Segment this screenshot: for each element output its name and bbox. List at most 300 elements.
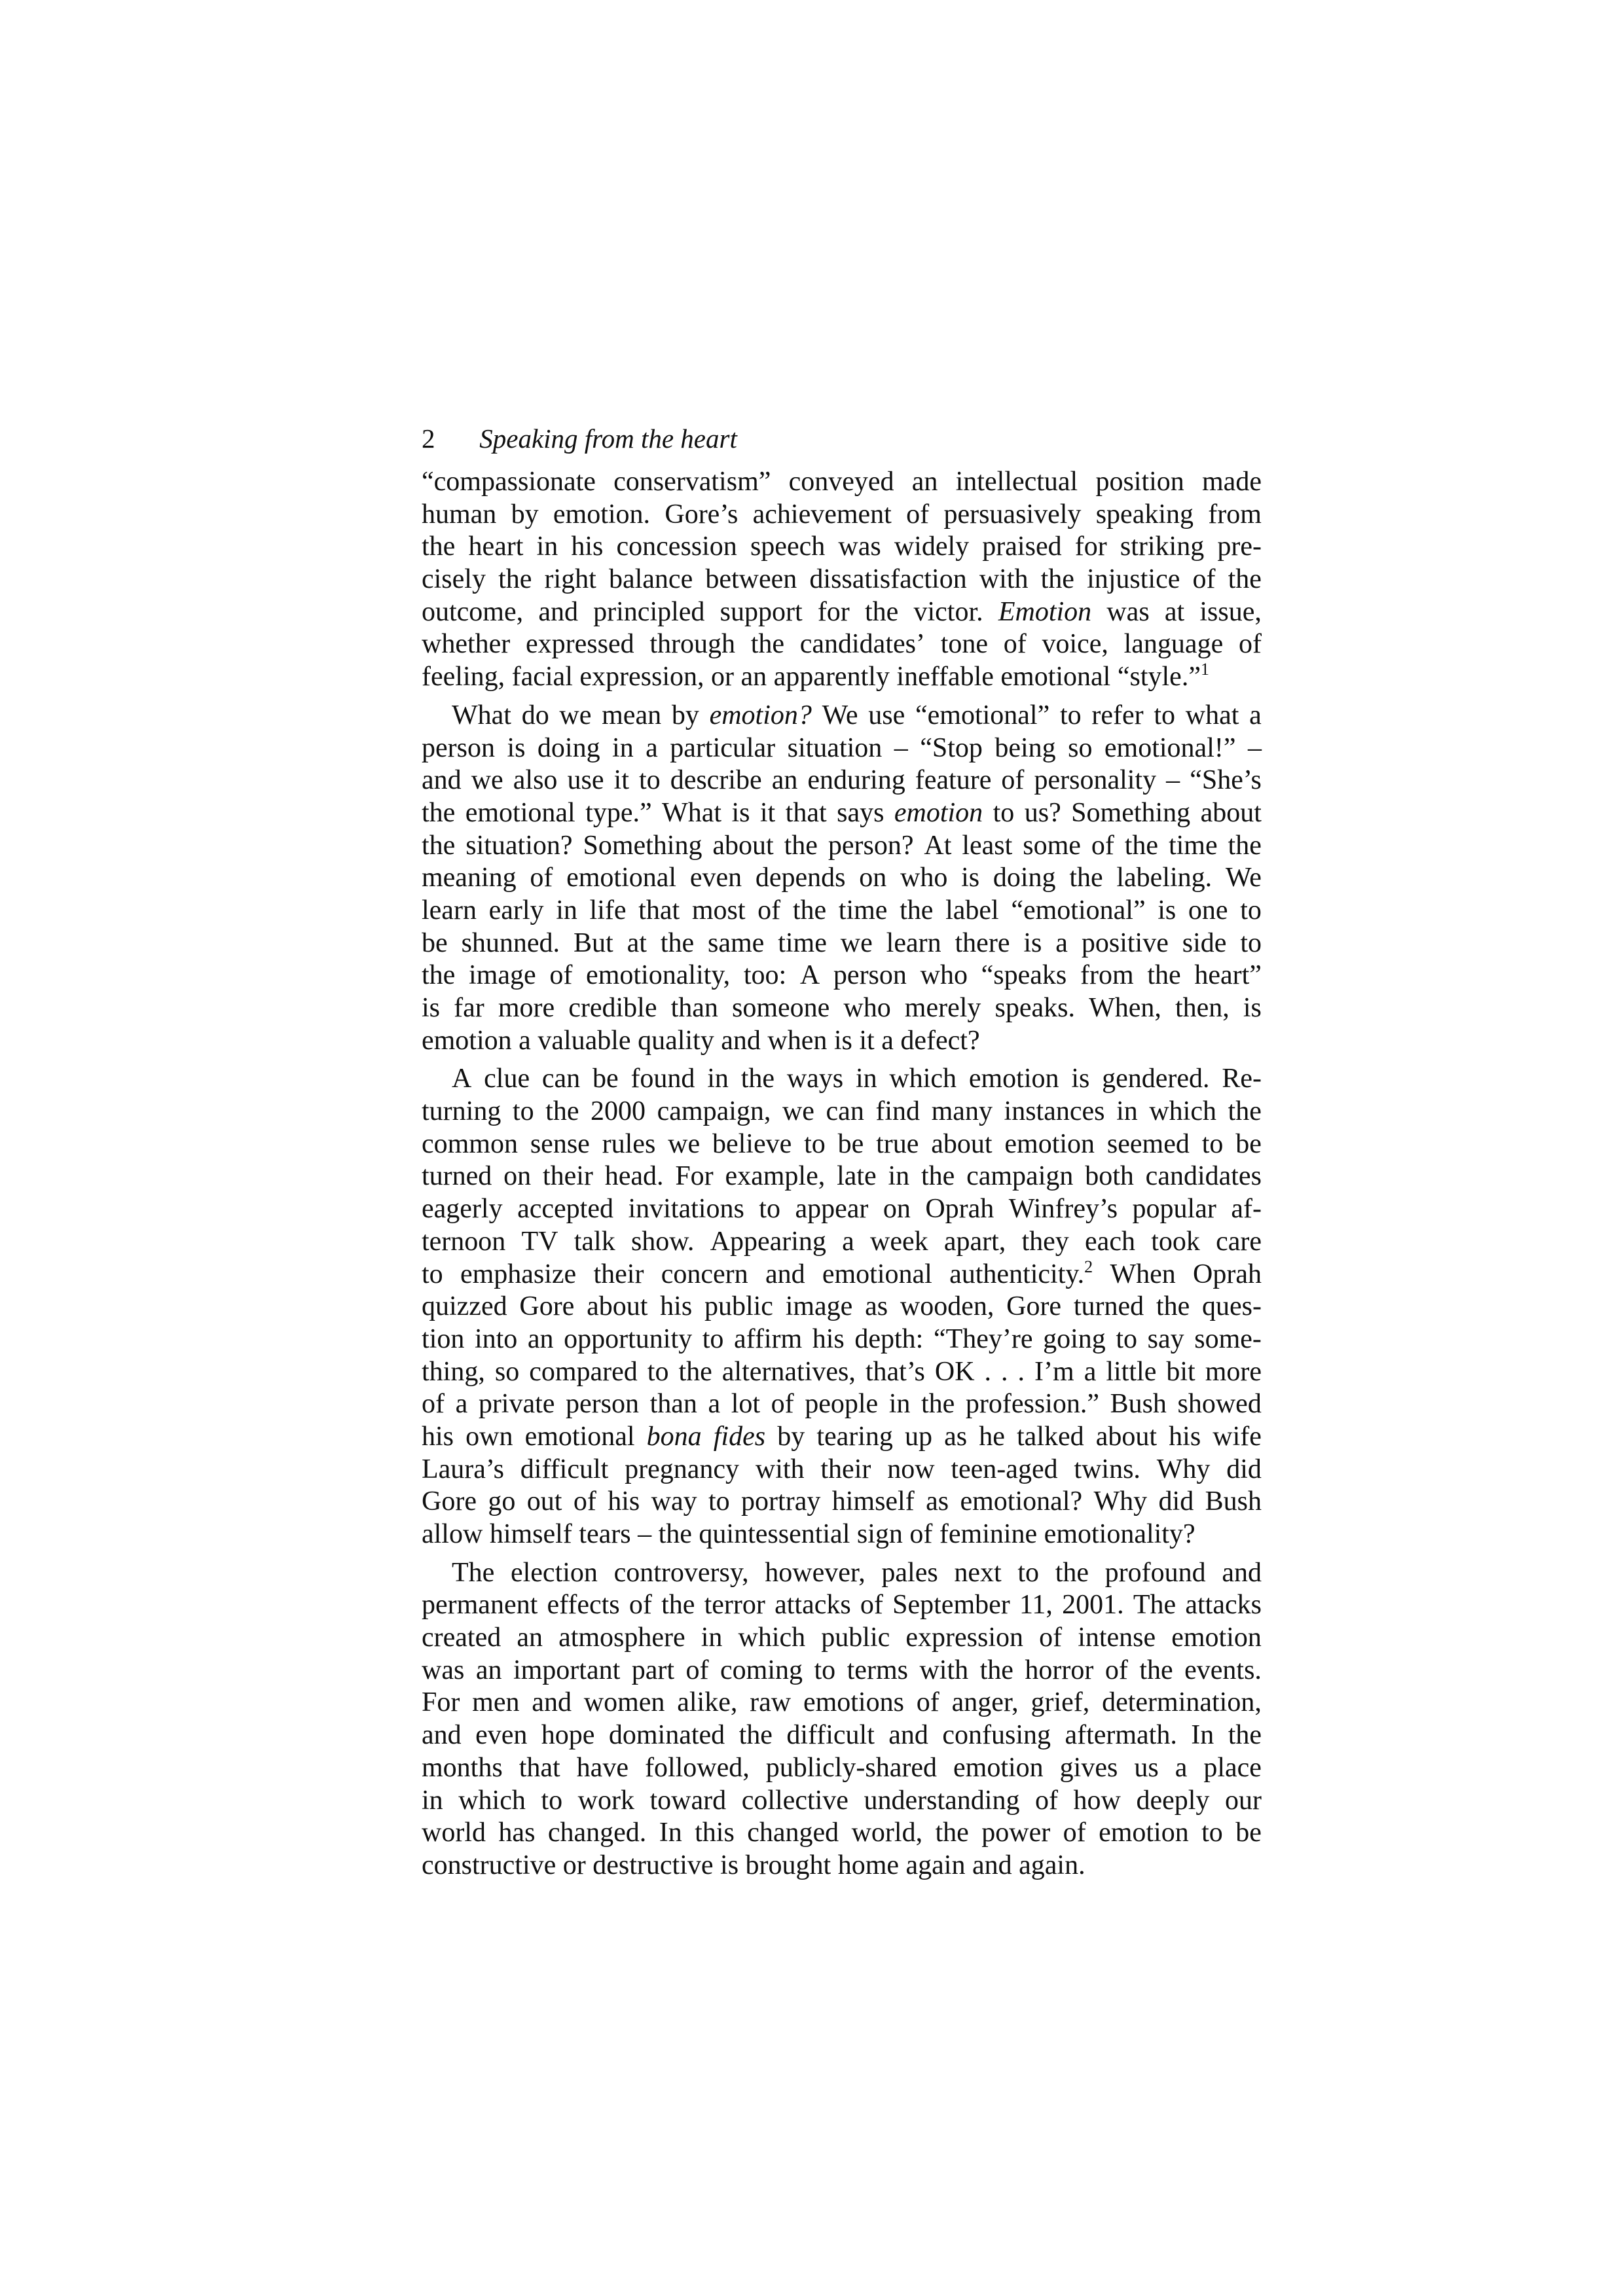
word: be bbox=[1235, 1128, 1262, 1159]
word: voice, bbox=[1042, 629, 1108, 660]
word: and bbox=[888, 1720, 928, 1751]
word: one bbox=[1188, 895, 1228, 925]
word: OK bbox=[934, 1356, 975, 1387]
word: do bbox=[521, 700, 549, 730]
word: people bbox=[805, 1389, 879, 1420]
word: to bbox=[993, 797, 1015, 828]
word: – bbox=[638, 1519, 652, 1549]
word: as bbox=[865, 1291, 888, 1322]
word: Appearing bbox=[710, 1226, 826, 1257]
text-line bbox=[422, 1518, 1262, 1551]
word: it bbox=[859, 1025, 875, 1056]
word: 2001. bbox=[1062, 1590, 1124, 1621]
word: more bbox=[1205, 1356, 1262, 1387]
word: pregnancy bbox=[625, 1454, 740, 1484]
word: personality bbox=[1034, 765, 1157, 796]
word: turning bbox=[422, 1096, 501, 1127]
word: alternatives, bbox=[721, 1356, 856, 1387]
word: world, bbox=[851, 1818, 923, 1848]
word: gives bbox=[1059, 1752, 1118, 1783]
word: Gore bbox=[1006, 1291, 1062, 1322]
word: the bbox=[1228, 564, 1262, 595]
word: is bbox=[720, 1850, 739, 1880]
word: ineffable bbox=[896, 662, 994, 692]
word: authenticity.$^2$ bbox=[949, 1257, 1093, 1289]
word: most bbox=[691, 895, 746, 925]
word: rules bbox=[602, 1128, 656, 1159]
word: and bbox=[721, 1025, 761, 1056]
text-line bbox=[422, 1655, 1262, 1687]
word: women bbox=[583, 1687, 665, 1718]
word: invitations bbox=[628, 1194, 744, 1225]
word: controversy, bbox=[613, 1557, 749, 1588]
word: by bbox=[777, 1421, 805, 1452]
word: When bbox=[1110, 1259, 1176, 1289]
word: into bbox=[474, 1323, 518, 1354]
word: intellectual bbox=[955, 467, 1078, 497]
word: striking bbox=[1120, 531, 1205, 562]
word: and bbox=[1222, 1557, 1262, 1588]
word: in bbox=[707, 1064, 729, 1094]
word: eagerly bbox=[422, 1194, 503, 1225]
body-text bbox=[422, 466, 1262, 1882]
word: the bbox=[545, 1096, 579, 1127]
word: late bbox=[837, 1161, 877, 1192]
paragraph bbox=[422, 466, 1262, 694]
word: in bbox=[556, 895, 577, 925]
word: of bbox=[1003, 629, 1027, 660]
word: however, bbox=[765, 1557, 866, 1588]
word: a bbox=[842, 1226, 854, 1257]
word: in bbox=[888, 1161, 910, 1192]
word: be bbox=[1235, 1818, 1262, 1848]
word: again. bbox=[1019, 1850, 1085, 1880]
text-line bbox=[422, 1323, 1262, 1356]
word: gendered. bbox=[1102, 1064, 1210, 1094]
word: clue bbox=[484, 1064, 530, 1094]
word: quintessential bbox=[699, 1519, 850, 1549]
word: we bbox=[471, 765, 503, 796]
word: work bbox=[577, 1785, 634, 1816]
word: popular bbox=[1132, 1194, 1216, 1225]
word: When, bbox=[1089, 993, 1161, 1023]
word: who bbox=[920, 960, 968, 991]
word: emotional bbox=[822, 1259, 932, 1289]
word: Oprah bbox=[925, 1194, 994, 1225]
word: the bbox=[784, 830, 818, 861]
word: merely bbox=[904, 993, 981, 1023]
word: the bbox=[900, 895, 934, 925]
text-line bbox=[422, 1160, 1262, 1193]
word: both bbox=[1085, 1161, 1134, 1192]
word: says bbox=[837, 797, 884, 828]
word: time bbox=[838, 895, 888, 925]
word: the bbox=[739, 1720, 773, 1751]
word: to bbox=[1201, 1818, 1223, 1848]
word: emotions bbox=[803, 1687, 904, 1718]
word: emotion bbox=[1004, 1128, 1095, 1159]
word: the bbox=[1156, 1291, 1190, 1322]
word: campaign bbox=[966, 1161, 1074, 1192]
word: determination, bbox=[1102, 1687, 1262, 1718]
word: emotional? bbox=[960, 1486, 1083, 1517]
word: to bbox=[759, 1194, 780, 1225]
text-line bbox=[422, 596, 1262, 629]
word: injustice bbox=[1087, 564, 1180, 595]
word: persuasively bbox=[943, 499, 1082, 529]
word: side bbox=[1182, 927, 1227, 958]
word: seemed bbox=[1106, 1128, 1190, 1159]
word: whether bbox=[422, 629, 511, 660]
word: some- bbox=[1194, 1323, 1262, 1354]
word: labeling. bbox=[1116, 863, 1213, 893]
word: emotional bbox=[1000, 662, 1111, 692]
word: situation bbox=[787, 732, 883, 763]
text-line bbox=[422, 1259, 1262, 1291]
word: an bbox=[911, 467, 938, 497]
word: to bbox=[814, 1655, 836, 1685]
word: language bbox=[1123, 629, 1224, 660]
word: image bbox=[785, 1291, 853, 1322]
word: the bbox=[1069, 863, 1103, 893]
word: The bbox=[1133, 1590, 1176, 1621]
word: support bbox=[720, 596, 803, 627]
word: the bbox=[750, 629, 785, 660]
word: who bbox=[843, 993, 891, 1023]
word: took bbox=[1151, 1226, 1200, 1257]
word: on bbox=[503, 1161, 532, 1192]
text-line bbox=[422, 1557, 1262, 1590]
text-line bbox=[422, 732, 1262, 765]
text-line bbox=[422, 661, 1262, 694]
word: publicly-shared bbox=[765, 1752, 938, 1783]
word: a bbox=[646, 732, 658, 763]
word: toward bbox=[649, 1785, 727, 1816]
word: feature bbox=[915, 765, 992, 796]
word: how bbox=[1073, 1785, 1121, 1816]
word: on bbox=[883, 1194, 911, 1225]
word: profound bbox=[1104, 1557, 1206, 1588]
running-title: Speaking from the heart bbox=[479, 423, 737, 454]
word: found bbox=[630, 1064, 695, 1094]
word: shunned. bbox=[461, 927, 560, 958]
word: many bbox=[931, 1096, 993, 1127]
word: coming bbox=[720, 1655, 803, 1685]
word: the bbox=[422, 531, 456, 562]
word: Gore bbox=[422, 1486, 477, 1517]
word: home bbox=[837, 1850, 900, 1880]
word: to bbox=[1240, 895, 1262, 925]
word: their bbox=[820, 1454, 871, 1484]
word: emphasize bbox=[460, 1259, 577, 1289]
word: – bbox=[894, 732, 908, 763]
text-line bbox=[422, 1687, 1262, 1719]
text-line bbox=[422, 1486, 1262, 1518]
word: turned bbox=[1073, 1291, 1144, 1322]
word: label bbox=[945, 895, 999, 925]
word: than bbox=[670, 993, 718, 1023]
word: is bbox=[1158, 895, 1176, 925]
word: valuable bbox=[538, 1025, 631, 1056]
word: speech bbox=[750, 531, 826, 562]
word: raw bbox=[750, 1687, 792, 1718]
word: of bbox=[771, 1389, 794, 1420]
word: emotion? bbox=[709, 700, 812, 730]
word: have bbox=[576, 1752, 629, 1783]
word: The bbox=[452, 1557, 495, 1588]
word: that bbox=[638, 895, 680, 925]
word: apparently bbox=[773, 662, 890, 692]
text-line bbox=[422, 1752, 1262, 1785]
word: there bbox=[955, 927, 1010, 958]
word: describe bbox=[670, 765, 762, 796]
word: a bbox=[1175, 1752, 1188, 1783]
word: Re- bbox=[1222, 1064, 1262, 1094]
word: What bbox=[452, 700, 511, 730]
word: his bbox=[1169, 1421, 1201, 1452]
word: is bbox=[507, 732, 526, 763]
word: the bbox=[740, 1064, 775, 1094]
word: horror bbox=[1025, 1655, 1094, 1685]
word: to bbox=[804, 1128, 826, 1159]
word: pales bbox=[881, 1557, 938, 1588]
running-head bbox=[422, 419, 1273, 458]
word: even bbox=[689, 863, 742, 893]
word: his bbox=[812, 1323, 845, 1354]
word: it bbox=[759, 797, 776, 828]
word: credible bbox=[568, 993, 657, 1023]
word: We bbox=[1225, 863, 1262, 893]
word: tion bbox=[422, 1323, 465, 1354]
word: was bbox=[838, 531, 881, 562]
text-line bbox=[422, 960, 1262, 992]
word: about bbox=[587, 1291, 648, 1322]
word: In bbox=[659, 1818, 682, 1848]
word: with bbox=[979, 564, 1029, 595]
word: in bbox=[422, 1785, 443, 1816]
word: person bbox=[422, 732, 495, 763]
word: common bbox=[422, 1128, 518, 1159]
word: “Stop bbox=[920, 732, 983, 763]
word: “They’re bbox=[933, 1323, 1033, 1354]
text-line bbox=[422, 1622, 1262, 1655]
text-line bbox=[422, 628, 1262, 661]
word: life bbox=[589, 895, 627, 925]
word: bit bbox=[1166, 1356, 1195, 1387]
word: right bbox=[544, 564, 596, 595]
word: by bbox=[511, 499, 539, 529]
word: being bbox=[994, 732, 1056, 763]
word: the bbox=[422, 830, 456, 861]
word: For bbox=[675, 1161, 714, 1192]
word: victor. bbox=[913, 596, 983, 627]
text-line bbox=[422, 927, 1262, 960]
word: as bbox=[926, 1486, 949, 1517]
word: Bush bbox=[1205, 1486, 1262, 1517]
word: fides bbox=[713, 1421, 766, 1452]
word: of bbox=[860, 1590, 883, 1621]
word: TV bbox=[521, 1226, 558, 1257]
word: changed bbox=[747, 1818, 839, 1848]
word: Something bbox=[1071, 797, 1191, 828]
word: of bbox=[1039, 1623, 1063, 1653]
word: also bbox=[513, 765, 558, 796]
word: meaning bbox=[422, 863, 517, 893]
word: “compassionate bbox=[422, 467, 596, 497]
text-line bbox=[422, 830, 1262, 863]
word: then, bbox=[1175, 993, 1230, 1023]
word: be bbox=[592, 1064, 619, 1094]
word: this bbox=[695, 1818, 735, 1848]
text-line bbox=[422, 1719, 1262, 1752]
word: from bbox=[1080, 960, 1134, 991]
word: particular bbox=[670, 732, 776, 763]
word: anger, bbox=[951, 1687, 1019, 1718]
word: each bbox=[1085, 1226, 1135, 1257]
word: so bbox=[494, 1356, 520, 1387]
word: speaking bbox=[1095, 499, 1194, 529]
word: a bbox=[708, 1389, 721, 1420]
word: was bbox=[1106, 596, 1150, 627]
word: we bbox=[668, 1128, 701, 1159]
text-line bbox=[422, 466, 1262, 499]
word: his bbox=[571, 531, 604, 562]
word: September bbox=[892, 1590, 1010, 1621]
word: even bbox=[475, 1720, 528, 1751]
word: did bbox=[1226, 1454, 1262, 1484]
word: place bbox=[1203, 1752, 1262, 1783]
word: alike, bbox=[677, 1687, 738, 1718]
word: the bbox=[979, 1655, 1013, 1685]
word: Something bbox=[583, 830, 702, 861]
word: emotionality? bbox=[1044, 1519, 1195, 1549]
word: ques- bbox=[1201, 1291, 1262, 1322]
word: human bbox=[422, 499, 497, 529]
word: . bbox=[1017, 1356, 1025, 1387]
word: has bbox=[498, 1818, 536, 1848]
text-line bbox=[422, 531, 1262, 564]
word: emotional bbox=[566, 863, 677, 893]
word: who bbox=[900, 863, 948, 893]
text-line bbox=[422, 1850, 1262, 1882]
word: dissatisfaction bbox=[809, 564, 967, 595]
text-line bbox=[422, 862, 1262, 895]
word: difficult bbox=[520, 1454, 609, 1484]
word: emotional!” bbox=[1104, 732, 1236, 763]
word: a bbox=[881, 1025, 894, 1056]
word: emotional bbox=[524, 1421, 635, 1452]
word: to bbox=[1059, 700, 1082, 730]
word: own bbox=[465, 1421, 513, 1452]
word: 11, bbox=[1019, 1590, 1053, 1621]
word: the bbox=[1139, 1655, 1173, 1685]
word: way bbox=[651, 1486, 697, 1517]
word: outcome, bbox=[422, 596, 524, 627]
word: when bbox=[767, 1025, 828, 1056]
word: up bbox=[905, 1421, 933, 1452]
word: or bbox=[711, 662, 734, 692]
word: terms bbox=[847, 1655, 908, 1685]
word: an bbox=[517, 1623, 543, 1653]
word: the bbox=[1228, 1720, 1262, 1751]
word: true bbox=[876, 1128, 919, 1159]
word: about bbox=[1200, 797, 1262, 828]
word: about bbox=[712, 830, 774, 861]
word: concession bbox=[616, 531, 737, 562]
word: situation? bbox=[465, 830, 573, 861]
word: of bbox=[629, 1590, 652, 1621]
word: the bbox=[1055, 1557, 1089, 1588]
word: week bbox=[869, 1226, 928, 1257]
word: early bbox=[488, 895, 544, 925]
word: in bbox=[536, 531, 558, 562]
word: Emotion bbox=[998, 596, 1092, 627]
word: turned bbox=[422, 1161, 492, 1192]
word: issue, bbox=[1199, 596, 1262, 627]
word: expression bbox=[905, 1623, 1023, 1653]
word: the bbox=[921, 1161, 955, 1192]
word: that’s bbox=[865, 1356, 925, 1387]
word: of bbox=[685, 1655, 709, 1685]
word: which bbox=[1149, 1096, 1216, 1127]
word: the bbox=[921, 1389, 955, 1420]
word: emotional bbox=[465, 797, 575, 828]
word: to bbox=[1201, 1128, 1224, 1159]
word: collective bbox=[741, 1785, 848, 1816]
word: 2000 bbox=[591, 1096, 646, 1127]
word: can bbox=[826, 1096, 864, 1127]
word: What bbox=[662, 797, 721, 828]
word: part bbox=[631, 1655, 675, 1685]
word: the bbox=[498, 564, 532, 595]
word: by bbox=[671, 700, 699, 730]
word: doing bbox=[993, 863, 1056, 893]
word: – bbox=[1247, 732, 1262, 763]
word: same bbox=[708, 927, 765, 958]
word: far bbox=[454, 993, 484, 1023]
word: We bbox=[822, 700, 858, 730]
word: “style.”$^1$ bbox=[1117, 660, 1209, 692]
word: is bbox=[833, 1025, 852, 1056]
word: positive bbox=[1081, 927, 1169, 958]
word: use bbox=[868, 700, 905, 730]
word: to bbox=[647, 1356, 669, 1387]
word: For bbox=[422, 1687, 460, 1718]
word: At bbox=[924, 830, 952, 861]
word: with bbox=[755, 1454, 805, 1484]
word: depends bbox=[755, 863, 846, 893]
word: emotion bbox=[422, 1025, 512, 1056]
word: to bbox=[1240, 927, 1262, 958]
word: power bbox=[981, 1818, 1051, 1848]
word: lot bbox=[731, 1389, 761, 1420]
text-line bbox=[422, 1421, 1262, 1454]
word: and bbox=[538, 596, 578, 627]
text-line bbox=[422, 1096, 1262, 1128]
word: is bbox=[961, 863, 980, 893]
word: the bbox=[864, 596, 899, 627]
word: is bbox=[731, 797, 750, 828]
word: our bbox=[1224, 1785, 1262, 1816]
word: a bbox=[1055, 927, 1068, 958]
word: head. bbox=[604, 1161, 664, 1192]
word: to bbox=[1017, 1557, 1040, 1588]
word: we bbox=[559, 700, 592, 730]
word: of bbox=[549, 960, 573, 991]
word: portray bbox=[741, 1486, 821, 1517]
word: what bbox=[1185, 700, 1239, 730]
word: “emotional” bbox=[1011, 895, 1146, 925]
